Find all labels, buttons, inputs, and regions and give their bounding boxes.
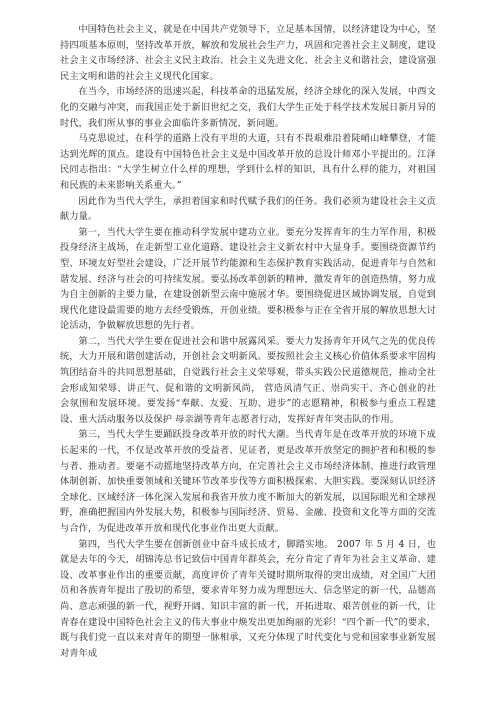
paragraph-point-4: 第四，当代大学生要在创新创业中奋斗成长成才，脚踏实地。 2007 年 5 月 4 日，也就是去年的今天，胡锦涛总书记致信中国青年群英会，充分肯定了青年为社会主义革命、建设、改革事业作出的重要贡献，高度评价了青年关键时期所取得的突出成绩，对全国广大团员和各族青年提出了殷切的希望，要求青年努力成为理想远大、信念坚定的新一代，品德高尚、意志顽强的新一代，视野开阔、知识丰富的新一代，开拓进取、艰苦创业的新一代，让青春在建设中国特色社会主义的伟大事业中焕发出更加绚丽的光彩！“四个新一代”的要求，既与我们党一直以来对青年的期望一脉相承，又充分体现了时代变化与党和国家事业新发展对青年成: [60, 538, 436, 659]
paragraph-task: 因此作为当代大学生，承担着国家和时代赋予我们的任务。我们必须为建设社会主义贡献力量。: [60, 195, 436, 223]
paragraph-definition: 中国特色社会主义，就是在中国共产党领导下，立足基本国情，以经济建设为中心，坚持四项基本原则，坚持改革开放，解放和发展社会生产力，巩固和完善社会主义制度，建设社会主义市场经济、社会主义民主政治、社会主义先进文化、社会主义和谐社会，建设富强民主文明和谐的社会主义现代化国家。: [60, 24, 436, 82]
document-page: [60, 22, 436, 692]
paragraph-point-3: 第三，当代大学生要踊跃投身改革开放的时代大潮。当代青年是在改革开放的环境下成长起来的一代，不仅是改革开放的受益者、见证者，更是改革开放坚定的拥护者和积极的参与者、推动者。要毫不动摇地坚持改革方向，在完善社会主义市场经济体制、推进行政管理体制创新、加快重要领域和关键环节改革步伐等方面积极探索、大胆实践。要深刻认识经济全球化、区域经济一体化深入发展和我省开放力度不断加大的新发展，以国际眼光和全球视野，准确把握国内外发展大势，积极参与国际经济、贸易、金融、投资和文化等方面的交流与合作，为促进改革开放和现代化事业作出更大贡献。: [60, 429, 436, 534]
paragraph-context: 在当今，市场经济的迅速兴起，科技革命的迅猛发展，经济全球化的深入发展，中西文化的交融与冲突，而我国正处于新旧世纪之交，我们大学生正处于科学技术发展日新月异的时代，我们所从事的事业会面临许多新情况、新问题。: [60, 86, 436, 129]
paragraph-point-1: 第一，当代大学生要在推动科学发展中建功立业。要充分发挥青年的生力军作用，积极投身经济主战场，在走新型工业化道路、建设社会主义新农村中大显身手。要围绕资源节约型、环境友好型社会建设，广泛开展节约能源和生态保护教育实践活动，促进青年与自然和谐发展、经济与社会的可持续发展。要弘扬改革创新的精神，激发青年的创造热情，努力成为自主创新的主要力量，在建设创新型云南中施展才华。要围绕促进区域协调发展，自觉到现代化建设最需要的地方去经受锻炼，开创业绩。要积极参与正在全省开展的解放思想大讨论活动，争做解放思想的先行者。: [60, 226, 436, 332]
paragraph-point-2: 第二，当代大学生要在促进社会和谐中展露风采。要大力发扬青年开风气之先的优良传统，大力开展和谐创建活动，开创社会文明新风。要按照社会主义核心价值体系要求牢固构筑团结奋斗的共同思想基础，自觉践行社会主义荣辱观，带头实践公民道德规范，推动全社会形成知荣辱、讲正气、促和谐的文明新风尚， 营造风清气正、崇尚实干、齐心创业的社会氛围和发展环境。要发扬“奉献、友爱、互助、进步”的志愿精神，积极参与重点工程建设、重大活动服务以及保护 母亲湖等青年志愿者行动，发挥好青年突击队的作用。: [60, 335, 436, 425]
paragraph-quote: 马克思说过，在科学的道路上没有平坦的大道，只有不畏艰难沿着陡峭山峰攀登，才能达到光辉的顶点。建设有中国特色社会主义是中国改革开放的总设计师邓小平提出的。江泽民同志指出：“大学生树立什么样的理想，学到什么样的知识，具有什么样的能力，对祖国和民族的未来影响关系重大。”: [60, 133, 436, 191]
